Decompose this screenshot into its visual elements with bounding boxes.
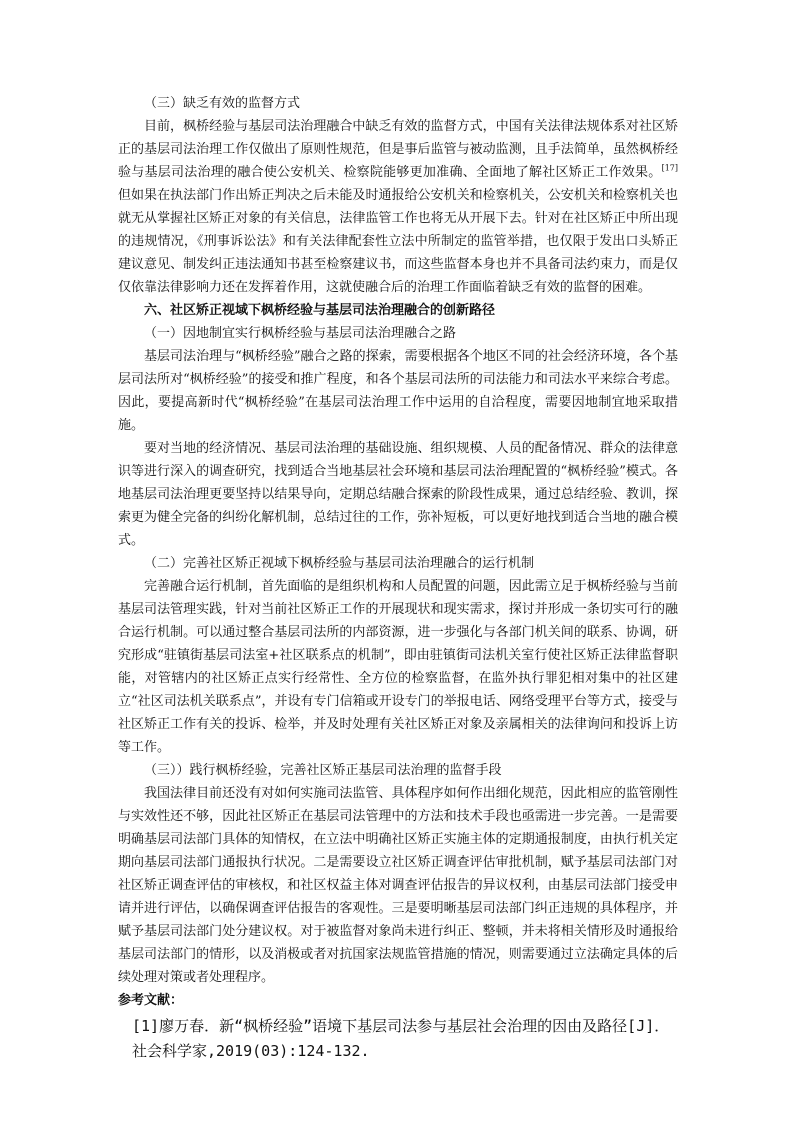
references-title: 参考文献： xyxy=(118,993,184,1008)
paragraph-local-2: 要对当地的经济情况、基层司法治理的基础设施、组织规模、人员的配备情况、群众的法律意识等进行深入的调查研究，找到适合当地基层社会环境和基层司法治理配置的“枫桥经验”模式。各地基层司法治理更要坚持以结果导向，定期总结融合探索的阶段性成果，通过总结经验、教训，探索更为健全完备的纠纷化解机制，总结过往的工作，弥补短板，可以更好地找到适合当地的融合模式。 xyxy=(118,441,678,548)
section-heading-local-adaptation: （一）因地制宜实行枫桥经验与基层司法治理融合之路 xyxy=(144,326,457,341)
reference-item: [1]廖万春．新“枫桥经验”语境下基层司法参与基层社会治理的因由及路径[J]．社会科学家,2019(03):124-132. xyxy=(132,1017,670,1060)
section-heading-mechanism: （二）完善社区矫正视域下枫桥经验与基层司法治理融合的运行机制 xyxy=(144,556,535,571)
chapter-heading: 六、社区矫正视域下枫桥经验与基层司法治理融合的创新路径 xyxy=(144,303,496,318)
section-heading-supervision-means: （三））践行枫桥经验，完善社区矫正基层司法治理的监督手段 xyxy=(144,763,502,778)
paper-page xyxy=(118,92,678,1064)
citation-marker: [17] xyxy=(661,163,678,173)
paragraph-supervision xyxy=(118,115,678,299)
paragraph-mechanism: 完善融合运行机制，首先面临的是组织机构和人员配置的问题，因此需立足于枫桥经验与当前基层司法管理实践，针对当前社区矫正工作的开展现状和现实需求，探讨并形成一条切实可行的融合运行机制。可以通过整合基层司法所的内部资源，进一步强化与各部门机关间的联系、协调，研究形成“驻镇街基层司法室+社区联系点的机制”，即由驻镇街司法机关室行使社区矫正法律监督职能，对管辖内的社区矫正点实行经常性、全方位的检察监督，在监外执行罪犯相对集中的社区建立“社区司法机关联系点”，并设有专门信箱或开设专门的举报电话、网络受理平台等方式，接受与社区矫正工作有关的投诉、检举，并及时处理有关社区矫正对象及亲属相关的法律询问和投诉上访等工作。 xyxy=(118,579,678,755)
paragraph-local-1: 基层司法治理与“枫桥经验”融合之路的探索，需要根据各个地区不同的社会经济环境，各个基层司法所对“枫桥经验”的接受和推广程度，和各个基层司法所的司法能力和司法水平来综合考虑。因此，要提高新时代“枫桥经验”在基层司法治理工作中运用的自洽程度，需要因地制宜地采取措施。 xyxy=(118,349,678,433)
paragraph-text: 目前，枫桥经验与基层司法治理融合中缺乏有效的监督方式，中国有关法律法规体系对社区矫正的基层司法治理工作仅做出了原则性规范，但是事后监管与被动监测，且手法简单，虽然枫桥经验与基层司法治理的融合使公安机关、检察院能够更加准确、全面地了解社区矫正工作效果。 xyxy=(118,119,678,180)
paragraph-supervision-means: 我国法律目前还没有对如何实施司法监管、具体程序如何作出细化规范，因此相应的监管刚性与实效性还不够，因此社区矫正在基层司法管理中的方法和技术手段也亟需进一步完善。一是需要明确基层司法部门具体的知情权，在立法中明确社区矫正实施主体的定期通报制度，由执行机关定期向基层司法部门通报执行状况。二是需要设立社区矫正调查评估审批机制，赋予基层司法部门对社区矫正调查评估的审核权，和社区权益主体对调查评估报告的异议权利，由基层司法部门接受申请并进行评估，以确保调查评估报告的客观性。三是要明晰基层司法部门纠正违规的具体程序，并赋予基层司法部门处分建议权。对于被监督对象尚未进行纠正、整顿，并未将相关情形及时通报给基层司法部门的情形，以及消极或者对抗国家法规监管措施的情况，则需要通过立法确定具体的后续处理对策或者处理程序。 xyxy=(118,786,678,985)
paragraph-text: 但如果在执法部门作出矫正判决之后未能及时通报给公安机关和检察机关，公安机关和检察机关也就无从掌握社区矫正对象的有关信息，法律监管工作也将无从开展下去。针对在社区矫正中所出现的违规情况，《刑事诉讼法》和有关法律配套性立法中所制定的监管举措，也仅限于发出口头矫正建议意见、制发纠正违法通知书甚至检察建议书，而这些监督本身也并不具备司法约束力，而是仅仅依靠法律影响力还在发挥着作用，这就使融合后的治理工作面临着缺乏有效的监督的困难。 xyxy=(118,188,678,295)
section-heading-lack-supervision: （三）缺乏有效的监督方式 xyxy=(144,96,301,111)
